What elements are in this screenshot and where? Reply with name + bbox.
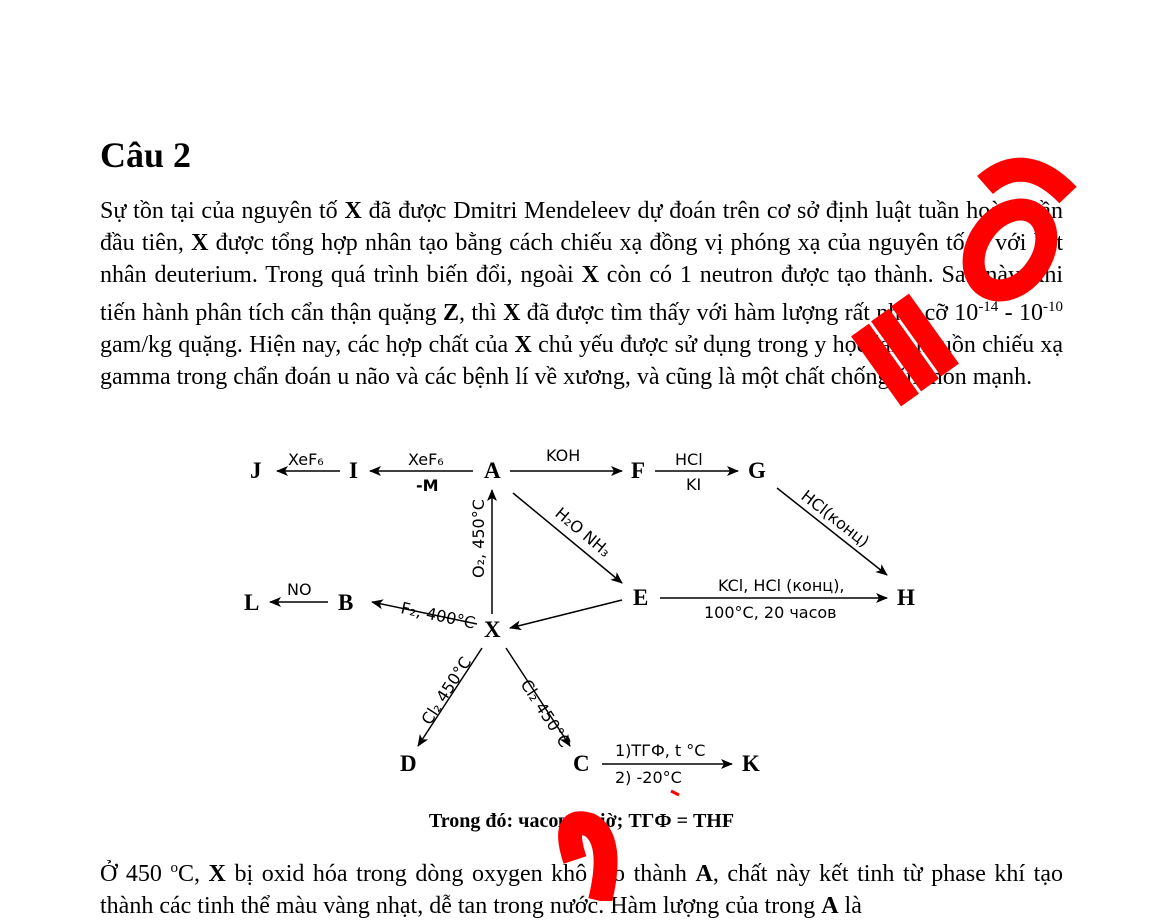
scheme-caption: Trong đó: часов = giờ; ТГФ = THF	[428, 810, 735, 832]
node-I: I	[349, 458, 358, 483]
reaction-scheme	[230, 438, 930, 803]
label-f-to-g-bottom: KI	[686, 475, 702, 494]
watermark-letter-c	[985, 170, 1068, 195]
label-e-to-h-bottom: 100°C, 20 часов	[704, 603, 837, 622]
label-x-to-b: F₂, 400°C	[399, 598, 477, 633]
node-J: J	[250, 458, 262, 483]
label-x-to-d: Cl₂ 450°C	[417, 653, 476, 729]
node-D: D	[400, 751, 417, 776]
node-E: E	[633, 585, 649, 610]
label-a-to-i-top: XeF₆	[408, 450, 444, 469]
label-a-to-f: KOH	[546, 446, 581, 465]
arrow-g-to-h	[777, 488, 887, 575]
question-heading: Câu 2	[100, 135, 192, 175]
label-c-to-k-bottom: 2) -20°C	[615, 768, 682, 787]
node-X: X	[484, 617, 501, 642]
intro-paragraph: Sự tồn tại của nguyên tố X đã được Dmitri Mendeleev dự đoán trên cơ sở định luật tuần hoàn. Lần đầu tiên, X được tổng hợp nhân tạo bằng cách chiếu xạ đồng vị phóng xạ của nguyên tố Z với hạt nhân deuterium. Trong quá trình biến đổi, ngoài X còn có 1 neutron được tạo thành. Sau này, khi tiến hành phân tích cẩn thận quặng Z, thì X đã được tìm thấy với hàm lượng rất nhỏ, cỡ $10^{-14} - 10^{-10}$ gam/kg quặng. Hiện nay, các hợp chất của X chủ yếu được sử dụng trong y học làm nguồn chiếu xạ gamma trong chẩn đoán u não và các bệnh lí về xương, và cũng là một chất chống ăn mòn mạnh.	[100, 198, 1064, 390]
node-A: A	[484, 458, 501, 483]
label-x-to-c: Cl₂ 450°C	[516, 675, 575, 751]
label-g-to-h: HCl(конц)	[797, 486, 874, 551]
node-H: H	[897, 585, 915, 610]
label-a-to-e: H₂O NH₃	[551, 503, 615, 561]
second-paragraph: Ở 450 $^o$C, X bị oxid hóa trong dòng oxygen khô tạo thành A, chất này kết tinh từ phase khí tạo thành các tinh thể màu vàng nhạt, dễ tan trong nước. Hàm lượng của trong A là	[100, 860, 1063, 919]
arrow-e-to-x	[510, 600, 622, 628]
node-C: C	[573, 751, 590, 776]
node-G: G	[748, 458, 766, 483]
label-c-to-k-top: 1)ТГФ, t °C	[615, 741, 706, 760]
node-K: K	[742, 751, 760, 776]
node-B: B	[338, 590, 354, 615]
label-a-to-i-bottom: -M	[416, 476, 439, 495]
node-F: F	[631, 458, 646, 483]
label-e-to-h-top: KCl, HCl (конц),	[718, 576, 845, 595]
label-i-to-j: XeF₆	[288, 450, 324, 469]
label-f-to-g-top: HCl	[675, 450, 703, 469]
label-b-to-l: NO	[287, 580, 312, 599]
node-L: L	[244, 590, 260, 615]
label-x-to-a: O₂, 450°C	[469, 499, 488, 578]
